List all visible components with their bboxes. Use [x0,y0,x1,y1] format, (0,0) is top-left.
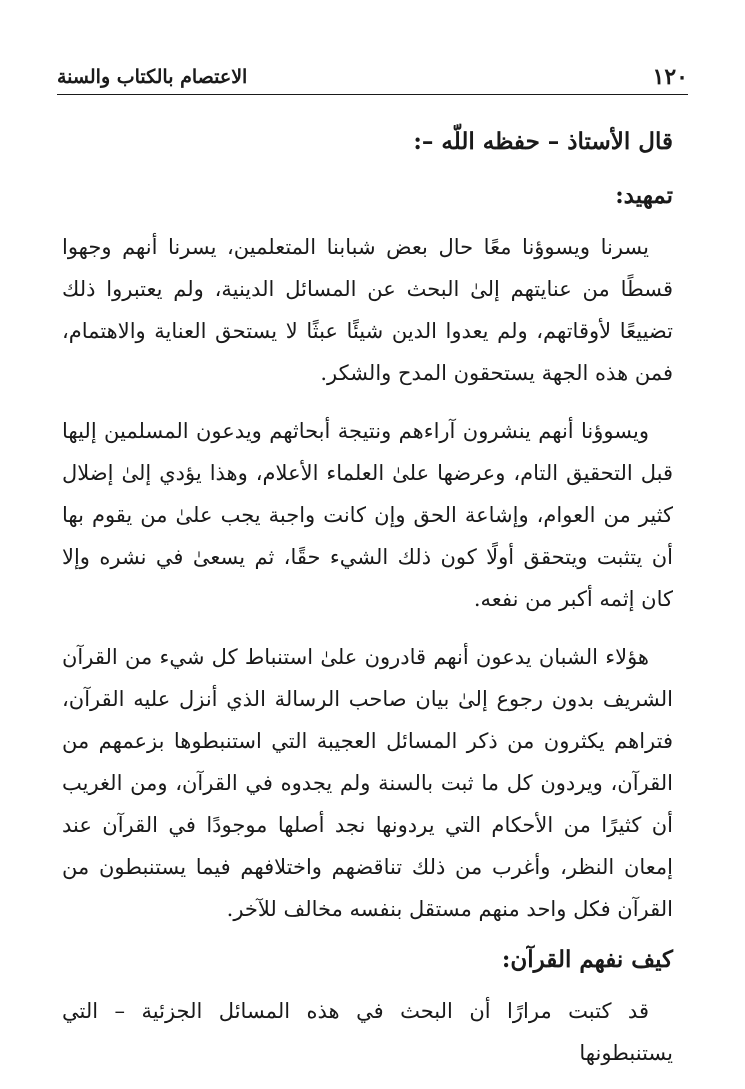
intro-heading: تمهيد: [615,182,673,209]
spacer [62,394,673,410]
paragraph: يسرنا ويسوؤنا معًا حال بعض شبابنا المتعلمين، يسرنا أنهم وجهوا قسطًا من عنايتهم إلىٰ البحث عن المسائل الدينية، ولم يعتبروا ذلك تضييعًا لأوقاتهم، ولم يعدوا الدين شيئًا عبثًا لا يستحق العناية والاهتمام، فمن هذه الجهة يستحقون المدح والشكر. [62,235,673,385]
page-content [62,118,673,1074]
section-heading: كيف نفهم القرآن: [501,946,673,973]
running-title: الاعتصام بالكتاب والسنة [57,66,248,88]
opening-heading: قال الأستاذ – حفظه اللّه –: [413,128,673,155]
page-header [57,60,688,95]
paragraph: قد كتبت مرارًا أن البحث في هذه المسائل الجزئية – التي يستنبطونها [62,999,673,1065]
paragraph: ويسوؤنا أنهم ينشرون آراءهم ونتيجة أبحاثهم ويدعون المسلمين إليها قبل التحقيق التام، وعرضها علىٰ العلماء الأعلام، وهذا يؤدي إلىٰ إضلال كثير من العوام، وإشاعة الحق وإن كانت واجبة يجب علىٰ من يقوم بها أن يتثبت ويتحقق أولًا كون ذلك الشيء حقًا، ثم يسعىٰ في نشره وإلا كان إثمه أكبر من نفعه. [62,419,673,611]
page-number: ١٢٠ [652,64,688,90]
paragraph: هؤلاء الشبان يدعون أنهم قادرون علىٰ استنباط كل شيء من القرآن الشريف بدون رجوع إلىٰ بيان صاحب الرسالة الذي أنزل عليه القرآن، فتراهم يكثرون من ذكر المسائل العجيبة التي استنبطوها بزعمهم من القرآن، ويردون كل ما ثبت بالسنة ولم يجدوه في القرآن، ومن الغريب أن كثيرًا من الأحكام التي يردونها نجد أصلها موجودًا في القرآن عند إمعان النظر، وأغرب من ذلك تناقضهم واختلافهم فيما يستنبطون من القرآن فكل واحد منهم مستقل بنفسه مخالف للآخر. [62,645,673,921]
spacer [62,620,673,636]
